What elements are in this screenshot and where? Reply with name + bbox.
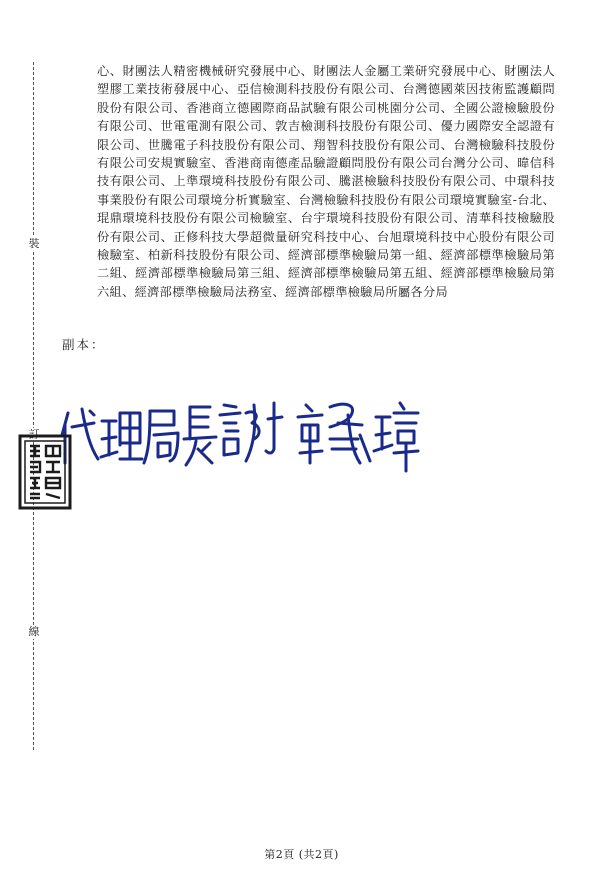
official-seal [16,432,74,512]
binding-line [33,62,34,750]
director-signature [60,395,420,475]
copy-label: 副本： [62,337,106,352]
binding-mark-xian: 線 [28,625,40,638]
binding-mark-ding: 訂 [28,428,40,441]
recipients-list: 心、財團法人精密機械研究發展中心、財團法人金屬工業研究發展中心、財團法人塑膠工業技術發展中心、亞信檢測科技股份有限公司、台灣德國萊因技術監護顧問股份有限公司、香港商立德國際商品試驗有限公司桃園分公司、全國公證檢驗股份有限公司、世電電測有限公司、敦吉檢測科技股份有限公司、優力國際安全認證有限公司、世騰電子科技股份有限公司、翔智科技股份有限公司、台灣檢驗科技股份有限公司安規實驗室、香港商南德產品驗證顧問股份有限公司台灣分公司、暐信科技有限公司、上準環境科技股份有限公司、騰湛檢驗科技股份有限公司、中環科技事業股份有限公司環境分析實驗室、台灣檢驗科技股份有限公司環境實驗室-台北、琨鼎環境科技股份有限公司檢驗室、台宇環境科技股份有限公司、清華科技檢驗股份有限公司、正修科技大學超微量研究科技中心、台旭環境科技中心股份有限公司檢驗室、柏新科技股份有限公司、經濟部標準檢驗局第一組、經濟部標準檢驗局第二組、經濟部標準檢驗局第三組、經濟部標準檢驗局第五組、經濟部標準檢驗局第六組、經濟部標準檢驗局法務室、經濟部標準檢驗局所屬各分局 [97,64,555,299]
page-number: 第2頁 (共2頁) [264,848,339,861]
binding-mark-zhuang: 裝 [28,237,40,250]
